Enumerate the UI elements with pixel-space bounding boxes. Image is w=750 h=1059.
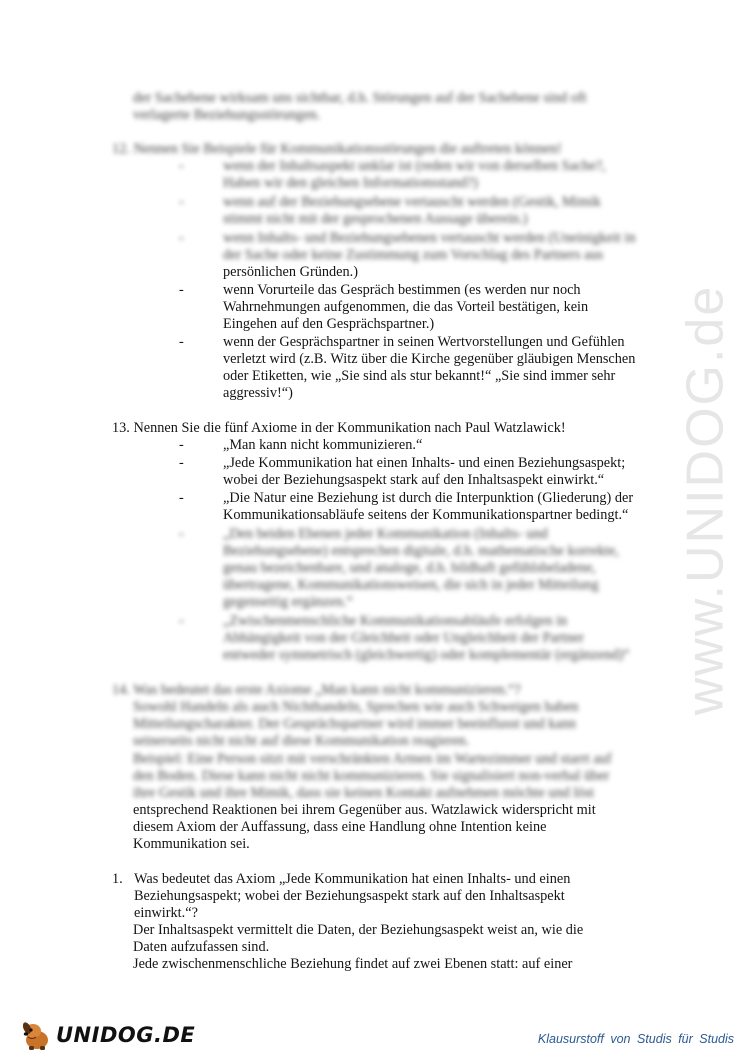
q14-line: Kommunikation sei. — [133, 836, 250, 852]
question-13-title: 13. Nennen Sie die fünf Axiome in der Kommunikation nach Paul Watzlawick! — [112, 420, 566, 436]
q13-item-line: „Den beiden Ebenen jeder Kommunikation (Inhalts- und — [223, 526, 548, 542]
q13-item-line: „Zwischenmenschliche Kommunikationsabläufe erfolgen in — [223, 613, 568, 629]
q12-item-line: Eingehen auf den Gesprächspartner.) — [223, 316, 435, 332]
unidog-logo[interactable] — [20, 1018, 195, 1052]
q13-item-line: Kommunikationsabläufe seitens der Kommunikationspartner bedingt.“ — [223, 507, 629, 523]
q12-item-line: Wahrnehmungen aufgenommen, die das Vorteil bestätigen, kein — [223, 299, 589, 315]
bullet-dash: - — [179, 490, 184, 506]
q14-line: Mitteilungscharakter. Der Gesprächspartner wird immer beeinflusst und kann — [133, 716, 577, 732]
q12-item-line: aggressiv!“) — [223, 385, 293, 401]
q13-item-line: Abhängigkeit von der Gleichheit oder Ungleichheit der Partner — [223, 630, 584, 646]
q13-item-line: entweder symmetrisch (gleichwertig) oder komplementär (ergänzend)“ — [223, 647, 630, 663]
q14-line: den Boden. Diese kann nicht nicht kommunizieren. Sie signalisiert non-verbal über — [133, 768, 610, 784]
q12-item-line: wenn der Gesprächspartner in seinen Wertvorstellungen und Gefühlen — [223, 334, 625, 350]
q12-item-line: Haben wir den gleichen Informationsstand?) — [223, 175, 478, 191]
q12-item-line: wenn Inhalts- und Beziehungsebenen vertauscht werden (Uneinigkeit in — [223, 230, 636, 246]
q13-item-line: übertragene, Kommunikationsweisen, die sich in jeder Mitteilung — [223, 577, 599, 593]
watermark — [640, 250, 750, 750]
q12-item-line: wenn auf der Beziehungsebene vertauscht werden (Gestik, Mimik — [223, 194, 601, 210]
q14-line: entsprechend Reaktionen bei ihrem Gegenüber aus. Watzlawick widerspricht mit — [133, 802, 596, 818]
q12-item-line: wenn der Inhaltsaspekt unklar ist (reden wir von derselben Sache?, — [223, 158, 606, 174]
answer-1-line: Der Inhaltsaspekt vermittelt die Daten, der Beziehungsaspekt weist an, wie die — [133, 922, 584, 938]
answer-1-line: Jede zwischenmenschliche Beziehung findet auf zwei Ebenen statt: auf einer — [133, 956, 573, 972]
question-1-line: Was bedeutet das Axiom „Jede Kommunikation hat einen Inhalts- und einen — [134, 871, 571, 887]
question-1-line: einwirkt.“? — [134, 905, 198, 921]
top-paragraph-line: verlagerte Beziehungsstörungen. — [133, 107, 321, 123]
bullet-dash: - — [179, 282, 184, 298]
q13-item-line: „Jede Kommunikation hat einen Inhalts- und einen Beziehungsaspekt; — [223, 455, 626, 471]
bullet-dash: - — [179, 613, 184, 629]
q12-item-line: stimmt nicht mit der gesprochenen Aussage überein.) — [223, 211, 528, 227]
bullet-dash: - — [179, 158, 184, 174]
dog-mascot-icon — [20, 1018, 54, 1052]
question-14-title: 14. Was bedeutet das erste Axiome „Man kann nicht kommunizieren.“? — [112, 682, 521, 698]
q14-line: diesem Axiom der Auffassung, dass eine Handlung ohne Intention keine — [133, 819, 547, 835]
answer-1-line: Daten aufzufassen sind. — [133, 939, 270, 955]
q14-line: Sowohl Handeln als auch Nichthandeln, Sprechen wie auch Schweigen haben — [133, 699, 579, 715]
q13-item-line: Beziehungsebene) entsprechen digitale, d.h. mathematische korrekte, — [223, 543, 619, 559]
q14-line: seinerseits nicht nicht auf diese Kommunikation reagieren. — [133, 733, 470, 749]
q12-item-line: wenn Vorurteile das Gespräch bestimmen (es werden nur noch — [223, 282, 581, 298]
watermark-text: www.UNIDOG.de — [676, 284, 734, 716]
q12-item-line: verletzt wird (z.B. Witz über die Kirche gegenüber gläubigen Menschen — [223, 351, 636, 367]
question-12-title: 12. Nennen Sie Beispiele für Kommunikationsstörungen die auftreten können! — [112, 141, 562, 157]
q12-item-line: oder Etiketten, wie „Sie sind als stur bekannt!“ „Sie sind immer sehr — [223, 368, 616, 384]
bullet-dash: - — [179, 230, 184, 246]
q12-item-line: persönlichen Gründen.) — [223, 264, 358, 280]
q14-line: Beispiel: Eine Person sitzt mit verschränkten Armen im Wartezimmer und starrt auf — [133, 751, 612, 767]
bullet-dash: - — [179, 526, 184, 542]
q12-item-line: der Sache oder keine Zustimmung zum Vorschlag des Partners aus — [223, 247, 604, 263]
q13-item-line: wobei der Beziehungsaspekt stark auf den Inhaltsaspekt einwirkt.“ — [223, 472, 605, 488]
question-1-line: Beziehungsaspekt; wobei der Beziehungsaspekt stark auf den Inhaltsaspekt — [134, 888, 565, 904]
question-1-number: 1. — [112, 871, 123, 887]
q13-item-line: „Man kann nicht kommunizieren.“ — [223, 437, 423, 453]
logo-text: UNIDOG.DE — [56, 1023, 196, 1047]
bullet-dash: - — [179, 194, 184, 210]
footer-slogan: Klausurstoff von Studis für Studis — [537, 1032, 734, 1046]
q14-line: ihre Gestik und ihre Mimik, dass sie keinen Kontakt aufnehmen möchte und löst — [133, 785, 594, 801]
bullet-dash: - — [179, 455, 184, 471]
top-paragraph-line: der Sachebene wirksam uns sichtbar, d.h. Störungen auf der Sachebene sind oft — [133, 90, 587, 106]
bullet-dash: - — [179, 334, 184, 350]
bullet-dash: - — [179, 437, 184, 453]
q13-item-line: genau bezeichenbare, und analoge, d.h. bildhaft gefühlsbeladene, — [223, 560, 596, 576]
q13-item-line: gegenseitig ergänzen.“ — [223, 594, 353, 610]
q13-item-line: „Die Natur eine Beziehung ist durch die Interpunktion (Gliederung) der — [223, 490, 634, 506]
